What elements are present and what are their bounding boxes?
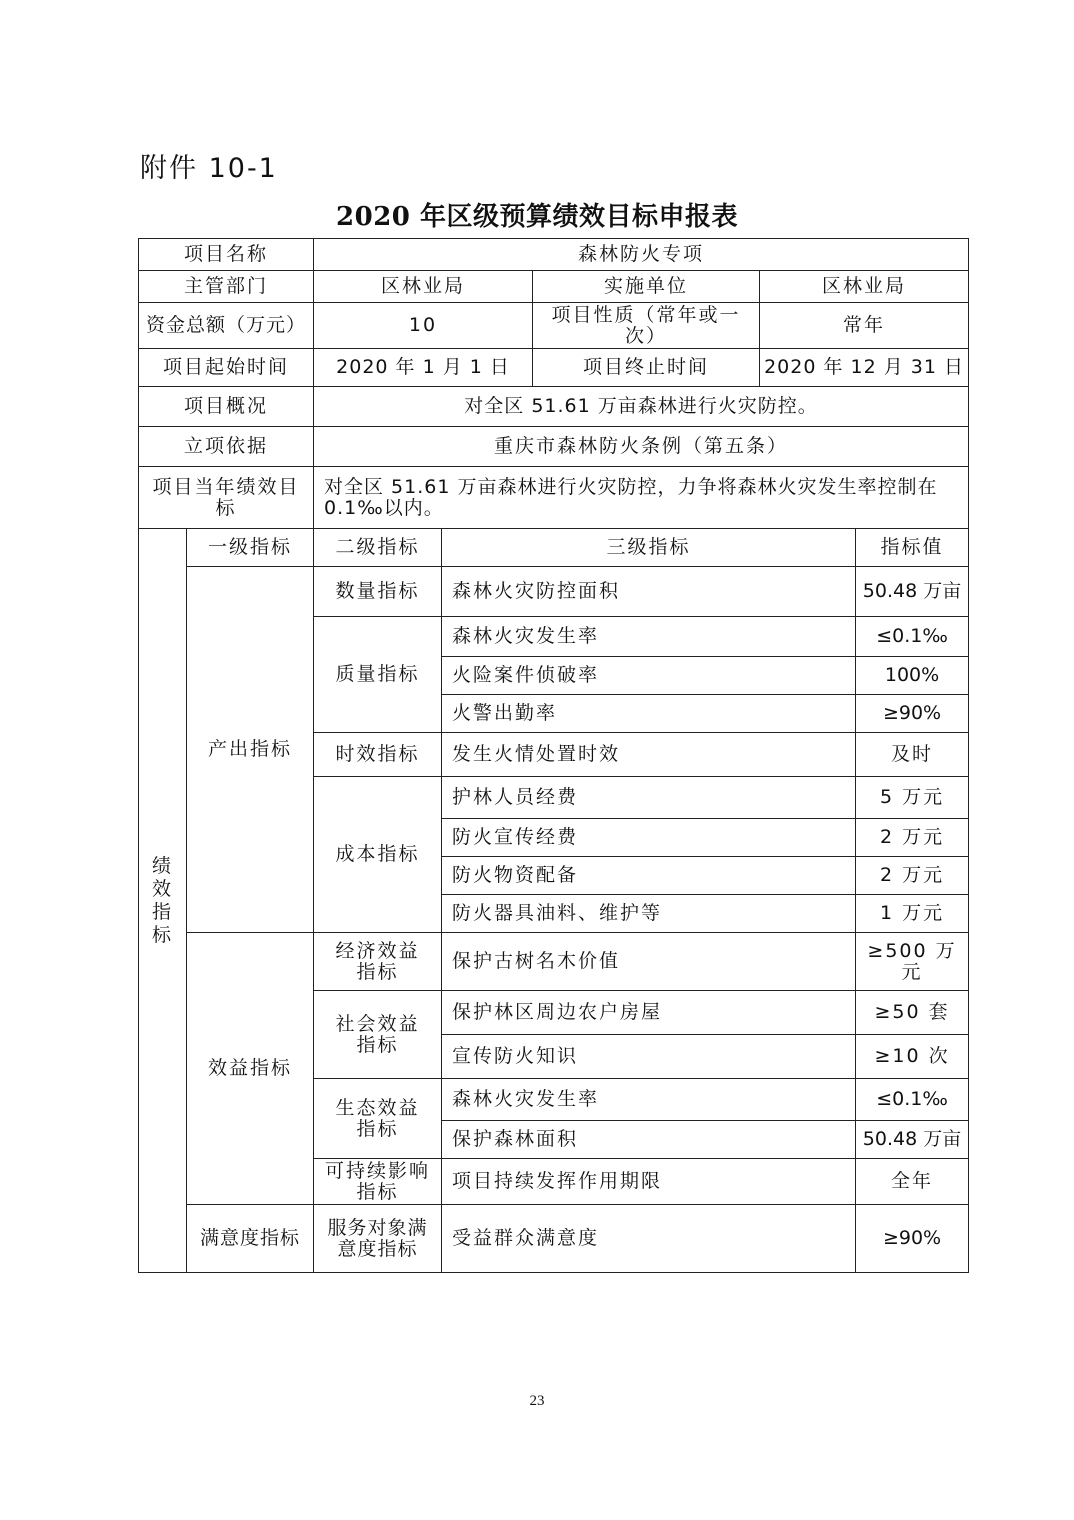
sustainable-indicator-label: 可持续影响指标 [314,1159,442,1205]
indicator-value: ≤0.1‰ [856,1079,969,1121]
indicator-name: 护林人员经费 [442,777,856,819]
funds-label: 资金总额（万元） [139,303,314,349]
indicator-name: 宣传防火知识 [442,1035,856,1079]
project-name-value: 森林防火专项 [314,239,969,271]
indicator-name: 森林火灾发生率 [442,1079,856,1121]
indicator-name: 火警出勤率 [442,695,856,733]
indicator-value: ≥50 套 [856,991,969,1035]
indicator-value: 及时 [856,733,969,777]
indicator-value: ≥90% [856,1205,969,1273]
quantity-indicator-label: 数量指标 [314,567,442,617]
indicator-value: 1 万元 [856,895,969,933]
table-row [139,1205,969,1273]
attachment-label: 附件 10-1 [140,153,278,184]
indicator-name: 保护古树名木价值 [442,933,856,991]
indicator-value: 全年 [856,1159,969,1205]
table-row [139,387,969,427]
cost-indicator-label: 成本指标 [314,777,442,933]
overview-value: 对全区 51.61 万亩森林进行火灾防控。 [314,387,969,427]
output-indicator-label: 产出指标 [187,567,314,933]
indicator-name: 受益群众满意度 [442,1205,856,1273]
indicator-name: 森林火灾防控面积 [442,567,856,617]
social-indicator-label: 社会效益指标 [314,991,442,1079]
project-name-label: 项目名称 [139,239,314,271]
indicator-value: 5 万元 [856,777,969,819]
economic-indicator-label: 经济效益指标 [314,933,442,991]
page-number: 23 [529,1393,545,1409]
table-row [139,567,969,617]
start-value: 2020 年 1 月 1 日 [314,349,533,387]
table-row [139,303,969,349]
quality-indicator-label: 质量指标 [314,617,442,733]
impl-value: 区林业局 [760,271,969,303]
indicator-name: 保护林区周边农户房屋 [442,991,856,1035]
impl-label: 实施单位 [533,271,760,303]
dept-label: 主管部门 [139,271,314,303]
indicator-value: 2 万元 [856,819,969,857]
nature-label: 项目性质（常年或一次） [533,303,760,349]
table-row [139,349,969,387]
indicator-value: ≥90% [856,695,969,733]
indicator-name: 防火物资配备 [442,857,856,895]
indicator-value: 100% [856,657,969,695]
table-row [139,271,969,303]
service-satisfaction-label: 服务对象满意度指标 [314,1205,442,1273]
table-row [139,427,969,467]
benefit-indicator-label: 效益指标 [187,933,314,1205]
indicator-name: 防火宣传经费 [442,819,856,857]
budget-performance-table [138,238,969,1273]
indicator-value: 2 万元 [856,857,969,895]
start-label: 项目起始时间 [139,349,314,387]
table-row [139,529,969,567]
level3-header: 三级指标 [442,529,856,567]
indicator-name: 项目持续发挥作用期限 [442,1159,856,1205]
page-title: 2020 年区级预算绩效目标申报表 [336,202,738,232]
timeliness-indicator-label: 时效指标 [314,733,442,777]
funds-value: 10 [314,303,533,349]
dept-value: 区林业局 [314,271,533,303]
indicator-name: 森林火灾发生率 [442,617,856,657]
table-row [139,239,969,271]
indicator-name: 发生火情处置时效 [442,733,856,777]
level2-header: 二级指标 [314,529,442,567]
value-header: 指标值 [856,529,969,567]
indicator-value: ≤0.1‰ [856,617,969,657]
nature-value: 常年 [760,303,969,349]
indicator-value: 50.48 万亩 [856,1121,969,1159]
level1-header: 一级指标 [187,529,314,567]
goal-label: 项目当年绩效目标 [139,467,314,529]
indicator-name: 火险案件侦破率 [442,657,856,695]
indicator-name: 保护森林面积 [442,1121,856,1159]
table-row [139,933,969,991]
goal-value: 对全区 51.61 万亩森林进行火灾防控，力争将森林火灾发生率控制在 0.1‰以内。 [314,467,969,529]
end-label: 项目终止时间 [533,349,760,387]
satisfaction-indicator-label: 满意度指标 [187,1205,314,1273]
indicator-name: 防火器具油料、维护等 [442,895,856,933]
indicator-value: 50.48 万亩 [856,567,969,617]
basis-value: 重庆市森林防火条例（第五条） [314,427,969,467]
table-row [139,467,969,529]
indicator-value: ≥10 次 [856,1035,969,1079]
ecological-indicator-label: 生态效益指标 [314,1079,442,1159]
performance-section-label: 绩效指标 [139,529,187,1273]
basis-label: 立项依据 [139,427,314,467]
end-value: 2020 年 12 月 31 日 [760,349,969,387]
indicator-value: ≥500 万元 [856,933,969,991]
overview-label: 项目概况 [139,387,314,427]
